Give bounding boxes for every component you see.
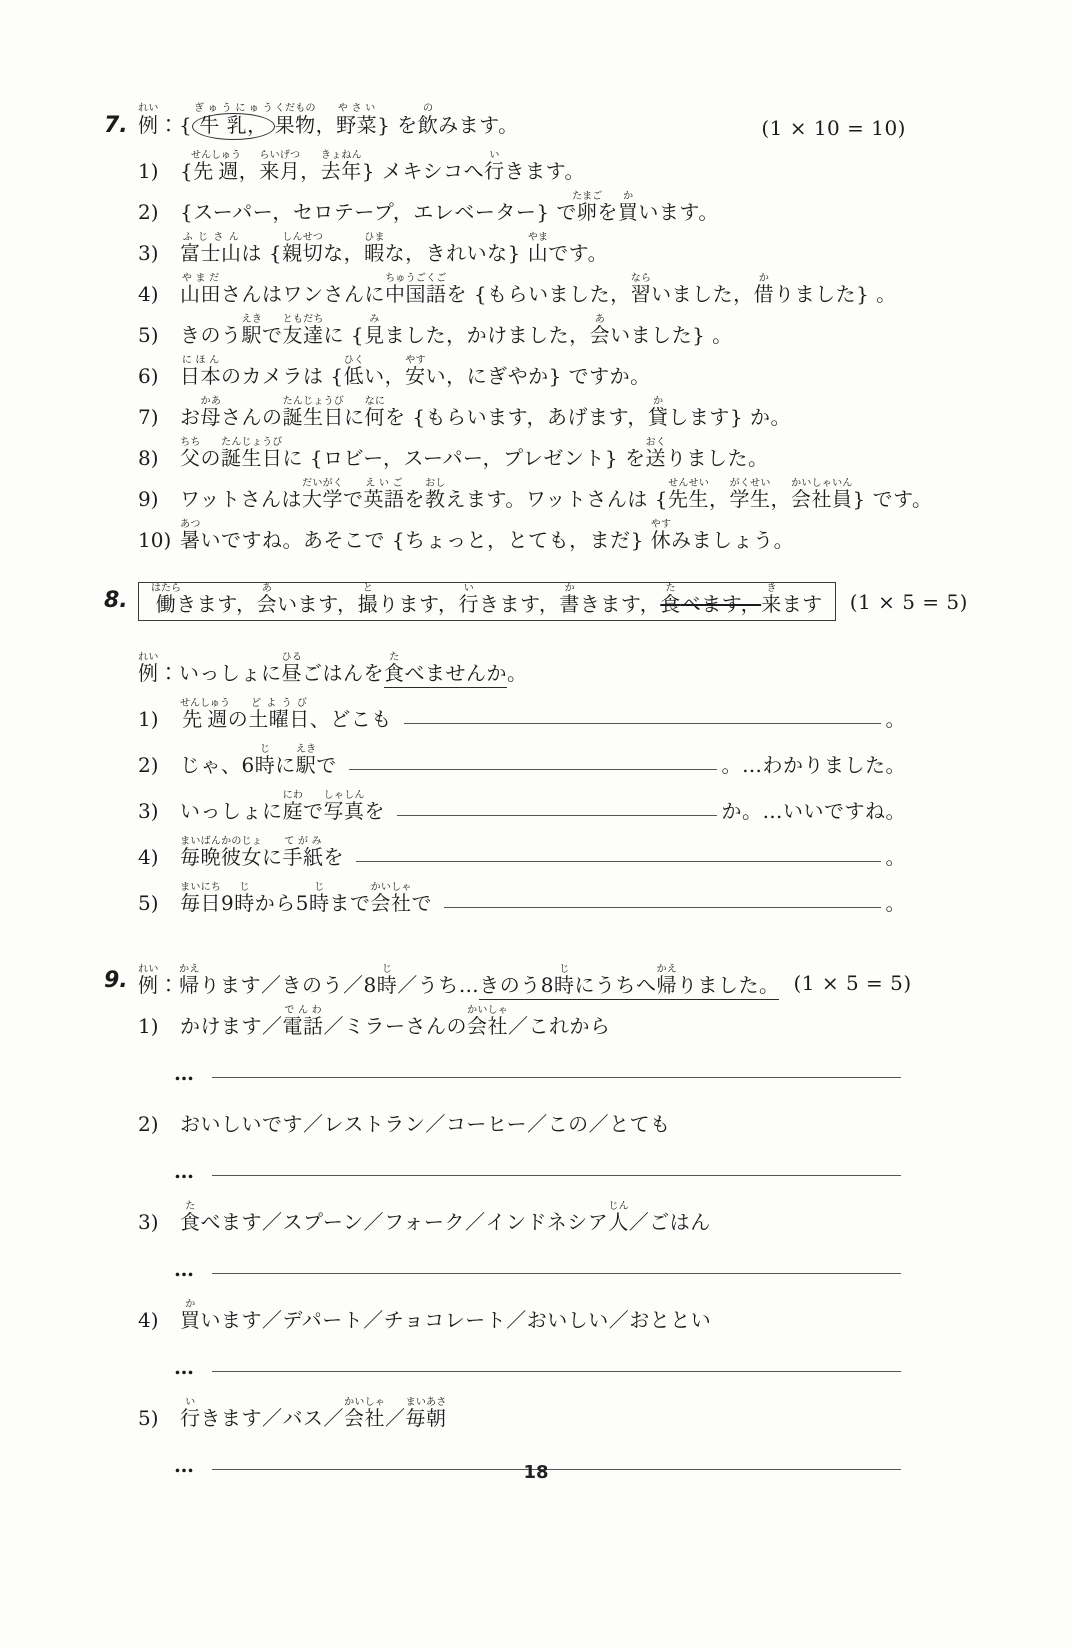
section7-example-row (104, 90, 906, 140)
choice-exercise-item (138, 181, 906, 222)
item-number: 3) (138, 241, 159, 265)
item-prompt-row (138, 1191, 906, 1232)
item-words: かけます／電話でんわ／ミラーさんの会社かいしゃ／これから (180, 1005, 611, 1038)
item-sentence: 毎晩まいばん彼女かのじょに手紙てがみを (180, 836, 344, 869)
choice-exercise-item (138, 345, 906, 386)
item-suffix: か。…いいですね。 (721, 799, 906, 823)
section7-example-sentence: 例れい：{ 牛 乳，ぎゅうにゅう果物くだもの，野菜やさい} を飲のみます。 (138, 103, 519, 140)
item-sentence: 日本にほんのカメラは {低ひくい，安やすい，にぎやか} ですか。 (180, 355, 651, 388)
fill-in-exercise-item (138, 867, 906, 913)
item-sentence: 山田やまださんはワンさんに中国語ちゅうごくごを {もらいました，習ならいました，借かりました} 。 (180, 273, 897, 306)
item-number: 7) (138, 405, 159, 429)
item-suffix: 。 (885, 707, 906, 731)
word-bank-box: 働はたらきます，会あいます，撮とります，行いきます，書かきます，食たべます，来きます (138, 582, 836, 621)
item-number: 4) (138, 1308, 159, 1332)
item-number: 1) (138, 159, 159, 183)
ellipsis-marker: … (174, 1159, 194, 1183)
item-number: 5) (138, 891, 159, 915)
choice-exercise-item (138, 427, 906, 468)
item-prompt-row (138, 1093, 906, 1134)
answer-blank[interactable] (349, 768, 717, 770)
item-words: 食たべます／スプーン／フォーク／インドネシア人じん／ごはん (180, 1201, 711, 1234)
item-sentence: いっしょに庭にわで写真しゃしんを (180, 790, 385, 823)
sentence-building-item (138, 1093, 906, 1181)
page-number: 18 (523, 1462, 549, 1483)
section-9 (104, 945, 912, 1477)
item-answer-row (174, 1330, 906, 1377)
item-prompt-row (138, 995, 906, 1036)
item-sentence: じゃ、6時じに駅えきで (180, 744, 337, 777)
item-number: 4) (138, 282, 159, 306)
item-number: 8) (138, 446, 159, 470)
section9-example-row (104, 945, 912, 997)
section7-number: 7. (104, 113, 128, 138)
section8-header-row (104, 582, 968, 621)
answer-blank[interactable] (404, 722, 881, 724)
section7-score: (1 × 10 = 10) (761, 116, 906, 140)
item-answer-row (174, 1134, 906, 1181)
section8-number: 8. (104, 588, 128, 613)
item-suffix: 。…わかりました。 (721, 753, 906, 777)
item-sentence: 先週せんしゅうの土曜日どようび、どこも (180, 698, 392, 731)
section9-score: (1 × 5 = 5) (793, 971, 912, 995)
answer-blank[interactable] (356, 860, 881, 862)
section9-example-sentence: 例れい：帰かえります／きのう／8時じ／うち…きのう8時じにうちへ帰かえりました。 (138, 964, 779, 995)
section9-items (138, 995, 906, 1475)
item-sentence: ワットさんは大学だいがくで英語えいごを教おしえます。ワットさんは {先生せんせい，学生がくせい，会社員かいしゃいん} です。 (180, 478, 933, 511)
fill-in-exercise-item (138, 775, 906, 821)
answer-blank[interactable] (212, 1076, 901, 1078)
section8-score: (1 × 5 = 5) (849, 589, 968, 614)
item-sentence: きのう駅えきで友達ともだちに {見みました，かけました，会あいました} 。 (180, 314, 733, 347)
ellipsis-marker: … (174, 1061, 194, 1085)
item-number: 1) (138, 1014, 159, 1038)
item-words: 買かいます／デパート／チョコレート／おいしい／おととい (180, 1299, 712, 1332)
answer-blank[interactable] (397, 814, 717, 816)
item-prompt-row (138, 1387, 906, 1428)
ellipsis-marker: … (174, 1355, 194, 1379)
choice-exercise-item (138, 468, 933, 511)
item-suffix: 。 (885, 845, 906, 869)
section9-number: 9. (104, 968, 128, 993)
item-sentence: 毎日まいにち9時じから5時じまで会社かいしゃで (180, 882, 432, 915)
choice-exercise-item (138, 386, 906, 427)
item-sentence: お母かあさんの誕生日たんじょうびに何なにを {もらいます，あげます，貸かします} か。 (180, 396, 791, 429)
item-sentence: 父ちちの誕生日たんじょうびに {ロビー，スーパー，プレゼント} を送おくりました。 (180, 437, 769, 470)
ellipsis-marker: … (174, 1257, 194, 1281)
choice-exercise-item (138, 509, 906, 550)
item-sentence: {スーパー，セロテープ，エレベーター} で卵たまごを買かいます。 (180, 191, 719, 224)
section-7 (104, 90, 933, 552)
answer-blank[interactable] (212, 1174, 901, 1176)
item-number: 9) (138, 487, 159, 511)
item-number: 5) (138, 1406, 159, 1430)
choice-exercise-item (138, 222, 906, 263)
item-answer-row (174, 1232, 906, 1279)
item-answer-row (174, 1036, 906, 1083)
item-sentence: 暑あついですね。あそこで {ちょっと，とても，まだ} 休やすみましょう。 (180, 519, 795, 552)
item-number: 5) (138, 323, 159, 347)
fill-in-exercise-item (138, 683, 906, 729)
section7-items (138, 140, 933, 552)
answer-blank[interactable] (212, 1370, 901, 1372)
answer-blank[interactable] (444, 906, 881, 908)
ellipsis-marker: … (174, 1453, 194, 1477)
item-sentence: {先週せんしゅう，来月らいげつ，去年きょねん} メキシコへ行いきます。 (180, 150, 586, 183)
sentence-building-item (138, 1191, 906, 1279)
item-number: 3) (138, 1210, 159, 1234)
sentence-building-item (138, 995, 906, 1083)
item-number: 2) (138, 753, 159, 777)
item-number: 2) (138, 200, 159, 224)
item-sentence: 富士山ふじさんは {親切しんせつな，暇ひまな，きれいな} 山やまです。 (180, 232, 609, 265)
answer-blank[interactable] (212, 1272, 901, 1274)
section8-example-row (138, 633, 906, 683)
section8-example-sentence: 例れい：いっしょに昼ひるごはんを食たべませんか。 (138, 652, 528, 683)
sentence-building-item (138, 1289, 906, 1377)
item-number: 4) (138, 845, 159, 869)
section-8 (104, 582, 968, 915)
item-suffix: 。 (885, 891, 906, 915)
item-number: 1) (138, 707, 159, 731)
item-number: 10) (138, 528, 172, 552)
choice-exercise-item (138, 304, 906, 345)
fill-in-exercise-item (138, 821, 906, 867)
item-number: 6) (138, 364, 159, 388)
item-words: おいしいです／レストラン／コーヒー／この／とても (180, 1112, 671, 1136)
item-words: 行いきます／バス／会社かいしゃ／毎朝まいあさ (180, 1397, 447, 1430)
choice-exercise-item (138, 263, 906, 304)
section8-items (138, 683, 906, 913)
fill-in-exercise-item (138, 729, 906, 775)
choice-exercise-item (138, 140, 906, 181)
item-number: 3) (138, 799, 159, 823)
item-number: 2) (138, 1112, 159, 1136)
item-prompt-row (138, 1289, 906, 1330)
